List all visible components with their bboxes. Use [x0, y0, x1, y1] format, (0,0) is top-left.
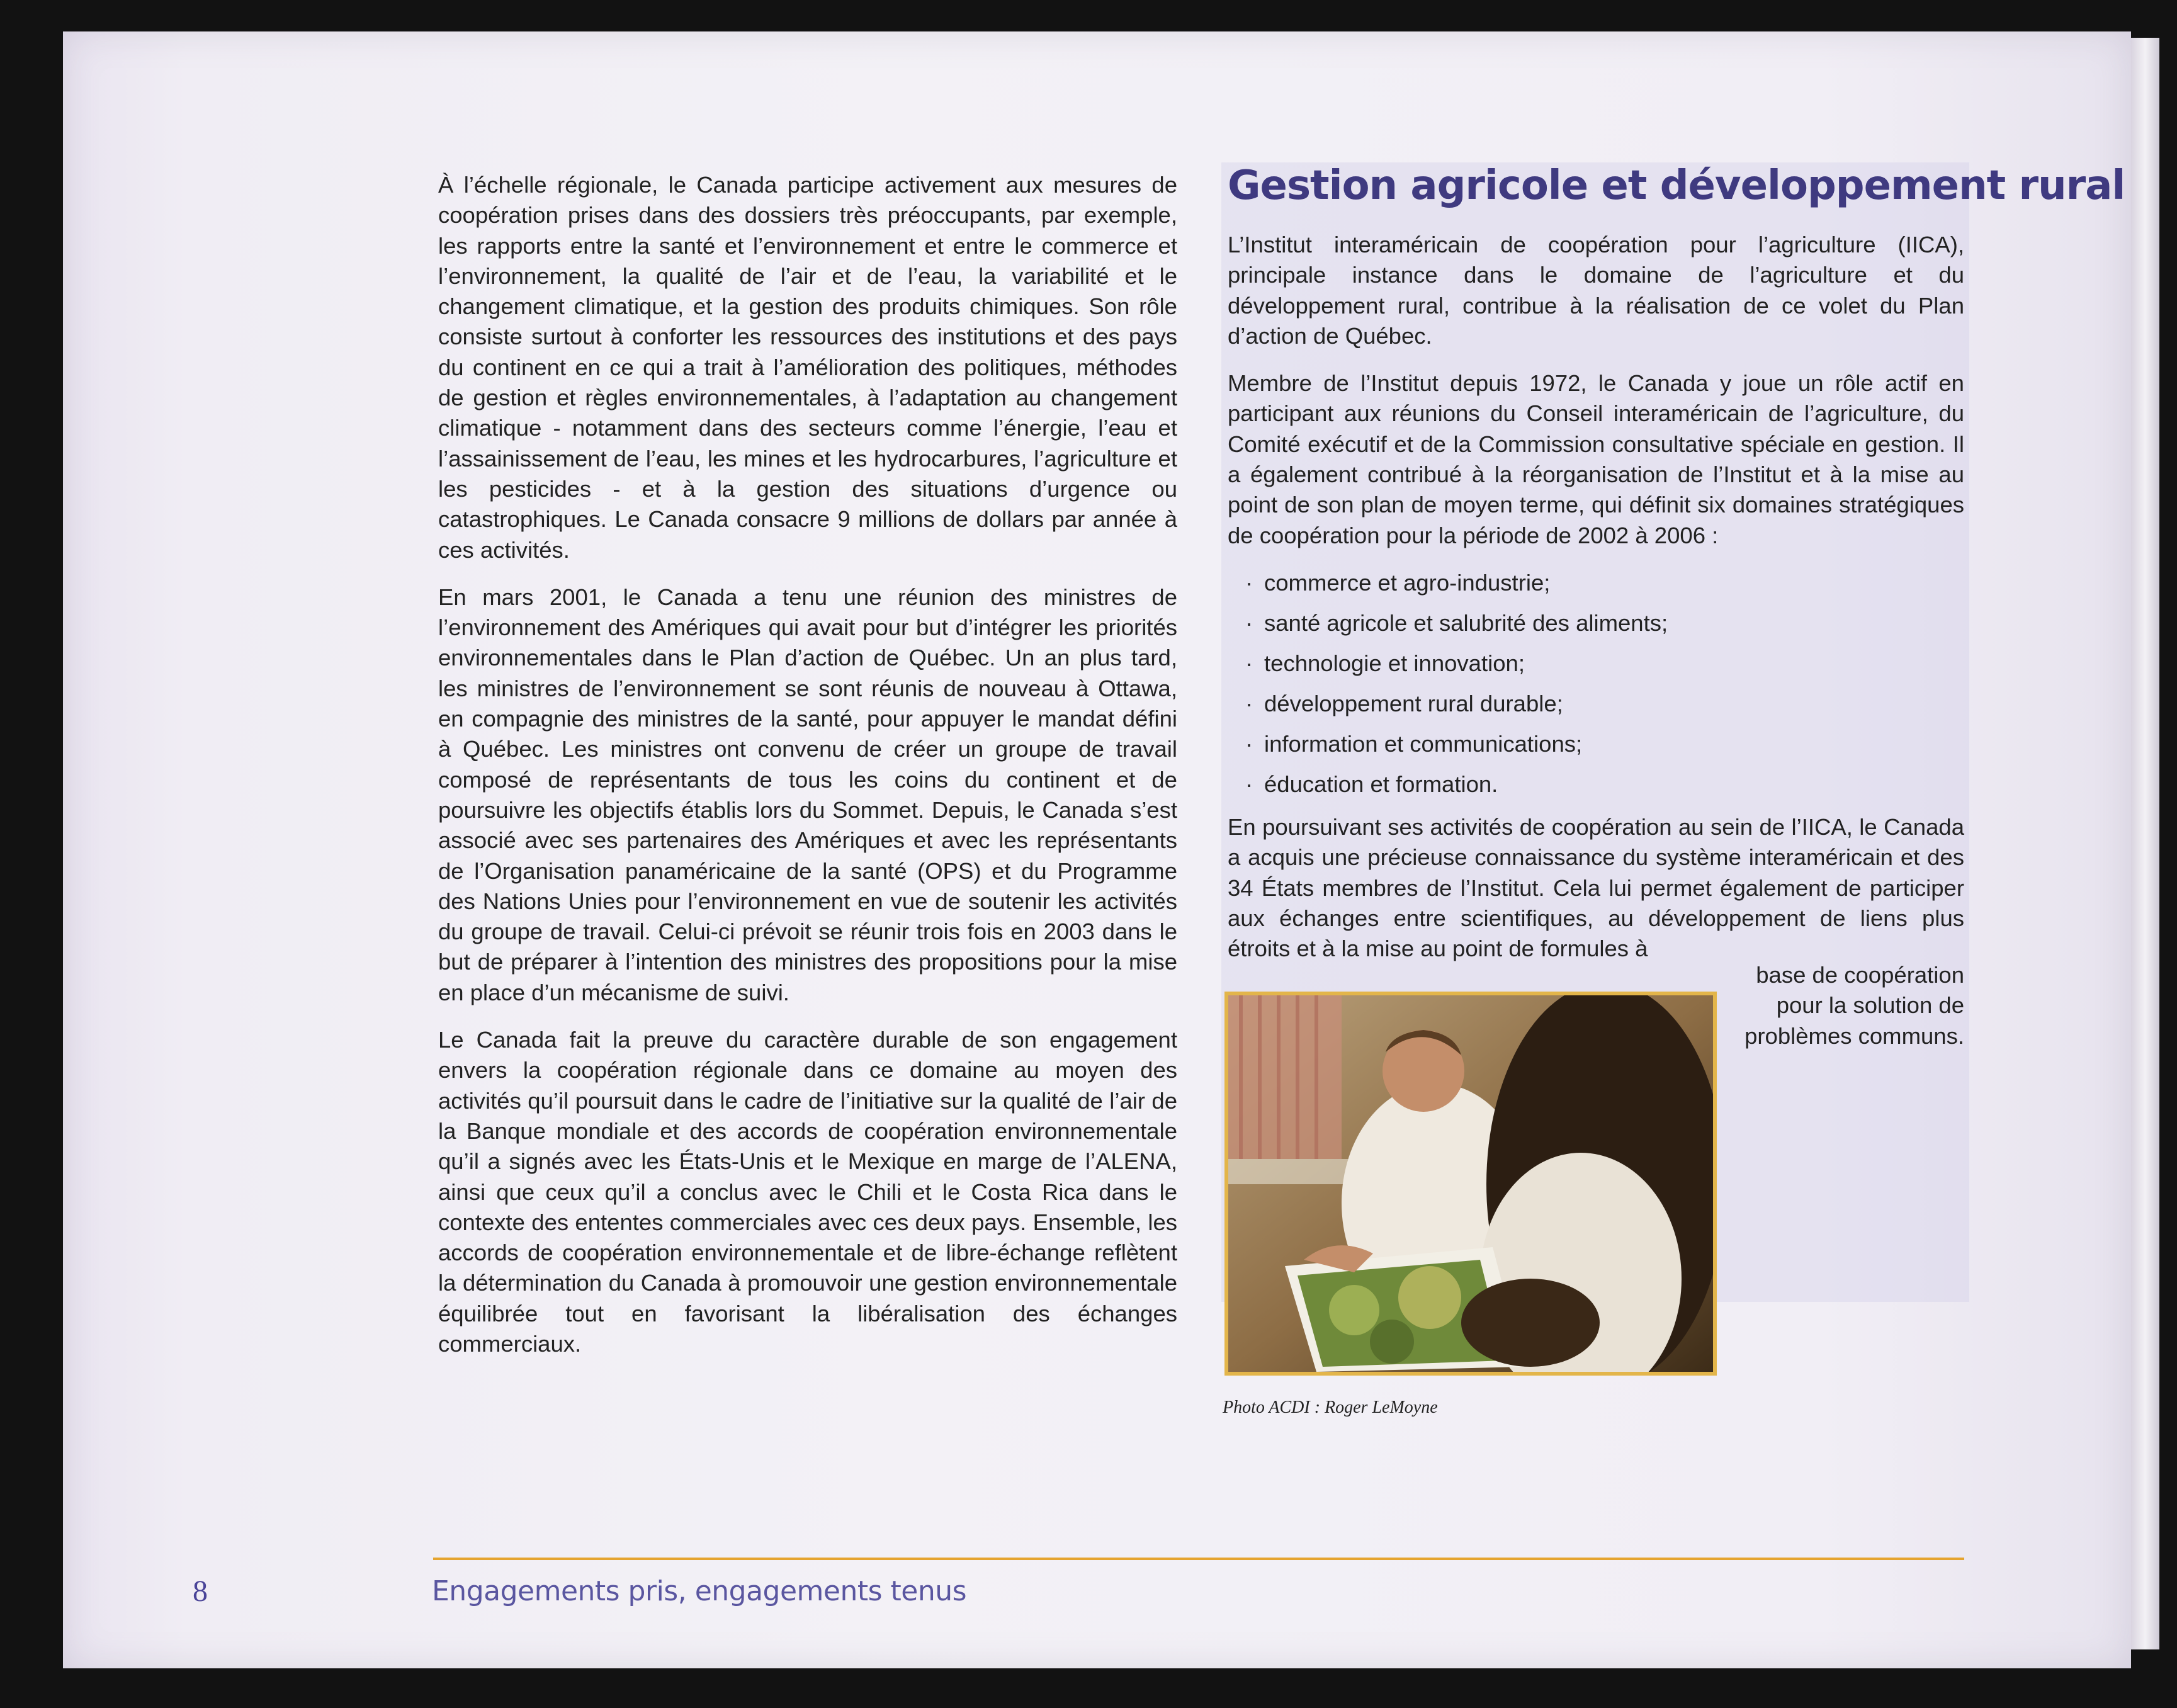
list-item: · technologie et innovation;: [1264, 648, 1964, 679]
photo: [1224, 992, 1717, 1376]
photo-illustration: [1228, 995, 1713, 1372]
list-item: · information et communications;: [1264, 729, 1964, 759]
footer-rule: [433, 1558, 1964, 1560]
wrapped-text: base de coopération pour la solution de problèmes communs.: [1744, 962, 1964, 1049]
paragraph: Membre de l’Institut depuis 1972, le Canada y joue un rôle actif en participant aux réunions du Conseil interaméricain de l’agriculture, du Comité exécutif et de la Commission consultative spéciale en gestion. Il a également contribué à la réorganisation de l’Institut et à la mise au point de son plan de moyen terme, qui définit six domaines stratégiques de coopération pour la période de 2002 à 2006 :: [1228, 370, 1964, 548]
left-column: [438, 170, 1177, 1376]
footer-title: Engagements pris, engagements tenus: [432, 1575, 967, 1607]
list-item: · commerce et agro-industrie;: [1264, 568, 1964, 598]
sidebar-heading: Gestion agricole et développement rural: [1228, 162, 2125, 209]
domain-list: [1228, 568, 1964, 800]
photo-caption: Photo ACDI : Roger LeMoyne: [1223, 1398, 1438, 1417]
page-number: 8: [193, 1575, 208, 1608]
list-item: · développement rural durable;: [1264, 689, 1964, 719]
list-item: · éducation et formation.: [1264, 769, 1964, 800]
page-edge: [2131, 38, 2159, 1649]
paragraph: En poursuivant ses activités de coopération au sein de l’IICA, le Canada a acquis une précieuse connaissance du système interaméricain et des 34 États membres de l’Institut. Cela lui permet également de participer aux échanges entre scientifiques, au développement de liens plus étroits et à la mise au point de formules à: [1228, 813, 1964, 962]
paragraph: Le Canada fait la preuve du caractère durable de son engagement envers la coopération régionale dans ce domaine au moyen des activités qu’il poursuit dans le cadre de l’initiative sur la qualité de l’air de la Banque mondiale et des accords de coopération environnementale qu’il a signés avec les États-Unis et le Mexique en marge de l’ALENA, ainsi que ceux qu’il a conclus avec le Chili et le Costa Rica dans le contexte des ententes commerciales avec ces deux pays. Ensemble, les accords de coopération environnementale et de libre-échange reflètent la détermination du Canada à promouvoir une gestion environnementale équilibrée tout en favorisant la libéralisation des échanges commerciaux.: [438, 1027, 1177, 1357]
paragraph: L’Institut interaméricain de coopération pour l’agriculture (IICA), principale instance dans le domaine de l’agriculture et du développement rural, contribue à la réalisation de ce volet du Plan d’action de Québec.: [1228, 232, 1964, 349]
paragraph: En mars 2001, le Canada a tenu une réunion des ministres de l’environnement des Amériques qui avait pour but d’intégrer les priorités environnementales dans le Plan d’action de Québec. Un an plus tard, les ministres de l’environnement se sont réunis de nouveau à Ottawa, en compagnie des ministres de la santé, pour appuyer le mandat défini à Québec. Les ministres ont convenu de créer un groupe de travail composé de représentants de tous les coins du continent et de poursuivre les objectifs établis lors du Sommet. Depuis, le Canada s’est associé avec ses partenaires des Amériques et avec les représentants de l’Organisation panaméricaine de la santé (OPS) et du Programme des Nations Unies pour l’environnement en vue de soutenir les activités du groupe de travail. Celui-ci prévoit se réunir trois fois en 2003 dans le but de préparer à l’intention des ministres des propositions pour la mise en place d’un mécanisme de suivi.: [438, 584, 1177, 1005]
paragraph: À l’échelle régionale, le Canada participe activement aux mesures de coopération prises dans des dossiers très préoccupants, par exemple, les rapports entre la santé et l’environnement et entre le commerce et l’environnement, la qualité de l’air et de l’eau, la variabilité et le changement climatique, et la gestion des produits chimiques. Son rôle consiste surtout à conforter les ressources des institutions et des pays du continent en ce qui a trait à l’amélioration des politiques, méthodes de gestion et règles environnementales, à l’adaptation au changement climatique - notamment dans des secteurs comme l’énergie, l’eau et l’assainissement de l’eau, les mines et les hydrocarbures, l’agriculture et les pesticides - et à la gestion des situations d’urgence ou catastrophiques. Le Canada consacre 9 millions de dollars par année à ces activités.: [438, 172, 1177, 563]
sidebar-column: [1228, 161, 2125, 964]
list-item: · santé agricole et salubrité des aliments;: [1264, 608, 1964, 638]
